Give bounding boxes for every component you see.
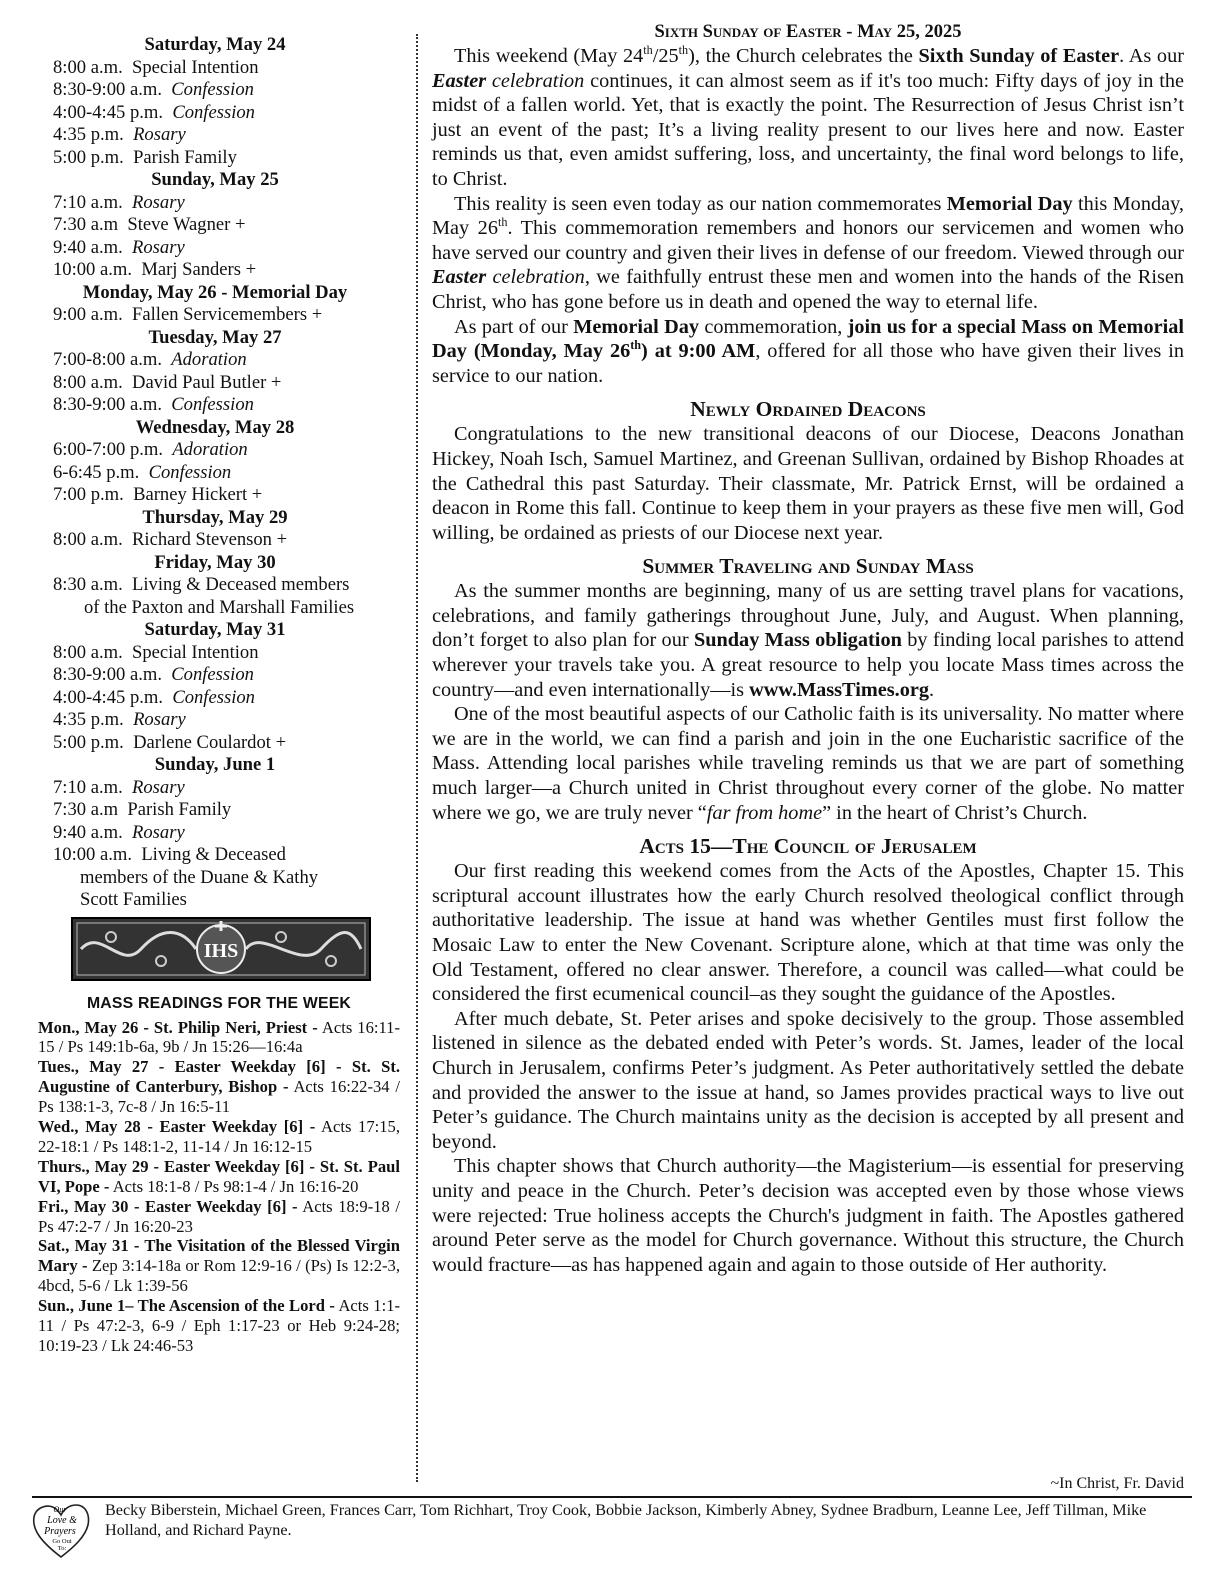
masstimes-link: www.MassTimes.org xyxy=(749,678,929,701)
schedule-list xyxy=(38,34,400,912)
entry-intention: Special Intention xyxy=(132,641,259,663)
entry-time: 8:30-9:00 a.m. xyxy=(53,79,162,100)
schedule-day-heading: Sunday, May 25 xyxy=(151,169,279,190)
schedule-day-heading: Sunday, June 1 xyxy=(154,754,276,775)
mass-readings-title: MASS READINGS FOR THE WEEK xyxy=(86,995,352,1012)
entry-time: 8:00 a.m. xyxy=(53,641,123,663)
schedule-entry-continuation: of the Paxton and Marshall Families xyxy=(84,596,355,618)
reading-day: Wed., May 28 - Easter Weekday [6] - xyxy=(38,1117,316,1137)
entry-intention: Parish Family xyxy=(127,799,232,820)
schedule-entry xyxy=(38,394,400,417)
schedule-entry xyxy=(38,192,400,215)
reading-entry xyxy=(38,1296,400,1356)
entry-intention: Rosary xyxy=(133,124,186,145)
acts-paragraph-1: Our first reading this weekend comes from the Acts of the Apostles, Chapter 15. This scriptural account illustrates how the early Church resolved theological conflict through authoritative leadership. The issue at hand was whether Gentiles must first follow the Mosaic Law to enter the New Covenant. Scripture alone, which at that time was only the Old Testament, offered no clear answer. Therefore, a council was called—what could be considered the first ecumenical council–as they sought the guidance of the Apostles. xyxy=(432,860,1184,1006)
entry-intention: Rosary xyxy=(132,821,185,843)
entry-time: 6-6:45 p.m. xyxy=(53,461,140,483)
schedule-entry xyxy=(38,642,400,665)
svg-text:Love &: Love & xyxy=(47,1515,77,1526)
entry-time: 7:00-8:00 a.m. xyxy=(53,349,162,370)
entry-intention: Special Intention xyxy=(132,56,259,78)
entry-time: 4:35 p.m. xyxy=(53,124,124,145)
entry-intention: Fallen Servicemembers + xyxy=(132,304,323,325)
entry-intention: Marj Sanders + xyxy=(141,259,257,280)
reading-entry xyxy=(38,1018,400,1058)
easter-paragraph-1: This weekend (May 24th/25th), the Church celebrates the Sixth Sunday of Easter. As our Easter celebration continues, it can almost seem as if it's too much: Fifty days of joy in the midst of a fallen world. Yet, that is exactly the point. The Resurrection of Jesus Christ isn’t just an event of the past; It’s a living reality present to our lives here and now. Easter reminds us that, even amidst suffering, loss, and uncertainty, the final word belongs to life, to Christ. xyxy=(432,43,1185,190)
entry-time: 10:00 a.m. xyxy=(53,844,133,865)
entry-intention: Confession xyxy=(171,394,254,415)
reading-refs: Acts 17:15, 22-18:1 / Ps 148:1-2, 11-14 / Jn 16:12-15 xyxy=(38,1117,401,1156)
schedule-day-heading: Thursday, May 29 xyxy=(142,506,288,528)
entry-intention: Rosary xyxy=(133,709,186,730)
entry-intention: Confession xyxy=(172,101,255,123)
entry-time: 8:00 a.m. xyxy=(53,371,123,393)
entry-time: 8:30 a.m. xyxy=(53,574,123,595)
schedule-entry xyxy=(38,664,400,687)
entry-time: 7:10 a.m. xyxy=(53,191,123,213)
deacons-paragraph: Congratulations to the new transitional deacons of our Diocese, Deacons Jonathan Hickey, Noah Isch, Samuel Martinez, and Greenan Sullivan, ordained by Bishop Rhoades at the Cathedral this past Saturday. Their classmate, Mr. Patrick Ernst, will be ordained a deacon in Rome this fall. Continue to keep them in your prayers as these five men will, God willing, be ordained as priests of our Diocese next year. xyxy=(432,423,1184,544)
svg-text:Go Out: Go Out xyxy=(52,1538,72,1545)
svg-text:To:: To: xyxy=(57,1545,67,1552)
entry-time: 5:00 p.m. xyxy=(53,731,124,753)
entry-intention: Adoration xyxy=(172,439,248,460)
signature: ~In Christ, Fr. David xyxy=(1050,1475,1184,1492)
entry-intention: Parish Family xyxy=(133,146,237,168)
entry-intention: Confession xyxy=(171,79,254,100)
entry-intention: Living & Deceased members xyxy=(132,574,350,595)
reading-entry xyxy=(38,1157,400,1197)
schedule-entry xyxy=(38,102,400,125)
ihs-monogram: IHS xyxy=(203,939,239,962)
mass-readings-list xyxy=(38,1018,400,1356)
reading-day: Sat., May 31 - The Visitation of the Blessed Virgin Mary - xyxy=(38,1236,400,1276)
travel-paragraph-1: As the summer months are beginning, many of us are setting travel plans for vacations, celebrations, and family gatherings throughout June, July, and August. When planning, don’t forget to also plan for our Sunday Mass obligation by finding local parishes to attend wherever your travels take you. A great resource to help you locate Mass times across the country—and even internationally—is www.MassTimes.org. xyxy=(432,580,1184,701)
schedule-entry xyxy=(38,147,400,170)
entry-intention: Living & Deceased xyxy=(141,844,286,865)
entry-time: 7:00 p.m. xyxy=(53,484,124,505)
easter-paragraph-2: This reality is seen even today as our nation commemorates Memorial Day this Monday, May 26th. This commemoration remembers and honors our servicemen and women who have served our country and given their lives in defense of our freedom. Viewed through our Easter celebration, we faithfully entrust these men and women into the hands of the Risen Christ, who has gone before us in death and opened the way to eternal life. xyxy=(432,192,1184,313)
entry-intention: Adoration xyxy=(171,349,247,370)
entry-intention: Richard Stevenson + xyxy=(132,529,288,550)
schedule-entry xyxy=(38,709,400,732)
entry-time: 9:40 a.m. xyxy=(53,821,123,843)
schedule-entry xyxy=(38,799,400,822)
reading-refs: Acts 16:11-15 / Ps 149:1b-6a, 9b / Jn 15:26—16:4a xyxy=(38,1017,400,1057)
ihs-ornament-banner xyxy=(71,917,371,981)
entry-time: 5:00 p.m. xyxy=(53,146,124,168)
schedule-entry xyxy=(38,57,400,80)
reading-refs: Zep 3:14-18a or Rom 12:9-16 / (Ps) Is 12:2-3, 4bcd, 5-6 / Lk 1:39-56 xyxy=(38,1256,400,1296)
entry-time: 8:30-9:00 a.m. xyxy=(53,394,162,415)
easter-paragraph-3: As part of our Memorial Day commemoration, join us for a special Mass on Memorial Day (Monday, May 26th) at 9:00 AM, offered for all those who have given their lives in service to our nation. xyxy=(432,315,1185,387)
svg-text:Our: Our xyxy=(53,1505,67,1514)
schedule-entry xyxy=(38,687,400,710)
schedule-entry xyxy=(38,732,400,755)
entry-intention: Rosary xyxy=(132,236,185,258)
entry-intention: Confession xyxy=(148,461,232,483)
schedule-entry xyxy=(38,462,400,485)
easter-heading: Sixth Sunday of Easter - May 25, 2025 xyxy=(654,22,962,42)
schedule-entry-continuation: members of the Duane & Kathy xyxy=(80,866,319,888)
schedule-entry xyxy=(38,237,400,260)
reading-entry xyxy=(38,1236,400,1296)
entry-intention: David Paul Butler + xyxy=(132,371,282,393)
entry-intention: Confession xyxy=(171,664,254,685)
entry-time: 7:10 a.m. xyxy=(53,776,123,798)
schedule-entry xyxy=(38,259,400,282)
footer-rule xyxy=(32,1496,1192,1498)
bulletin-articles xyxy=(432,20,1184,1277)
schedule-entry xyxy=(38,777,400,800)
schedule-day-heading: Friday, May 30 xyxy=(154,551,276,573)
reading-refs: Acts 18:9-18 / Ps 47:2-7 / Jn 16:20-23 xyxy=(38,1196,400,1236)
entry-time: 6:00-7:00 p.m. xyxy=(53,439,164,460)
schedule-entry xyxy=(38,124,400,147)
entry-time: 4:00-4:45 p.m. xyxy=(53,686,164,708)
reading-entry xyxy=(38,1057,400,1117)
mass-schedule xyxy=(38,34,400,1356)
travel-paragraph-2: One of the most beautiful aspects of our Catholic faith is its universality. No matter where we are in the world, we can find a parish and join in the one Eucharistic sacrifice of the Mass. Attending local parishes while traveling reminds us that we are part of something much larger—a Church united in Christ throughout every corner of the globe. No matter where we go, we are truly never “far from home” in the heart of Christ’s Church. xyxy=(432,703,1184,824)
reading-refs: Acts 18:1-8 / Ps 98:1-4 / Jn 16:16-20 xyxy=(112,1176,359,1196)
schedule-entry-continuation: Scott Families xyxy=(80,889,187,910)
schedule-entry xyxy=(38,844,400,867)
entry-time: 8:00 a.m. xyxy=(53,56,123,78)
entry-intention: Steve Wagner + xyxy=(127,214,246,235)
entry-time: 8:30-9:00 a.m. xyxy=(53,664,162,685)
travel-heading: Summer Traveling and Sunday Mass xyxy=(642,554,974,579)
schedule-entry xyxy=(38,529,400,552)
schedule-entry xyxy=(38,304,400,327)
entry-intention: Rosary xyxy=(132,191,185,213)
schedule-entry xyxy=(38,822,400,845)
column-divider xyxy=(416,34,418,1482)
reading-entry xyxy=(38,1117,400,1157)
entry-time: 9:40 a.m. xyxy=(53,236,123,258)
reading-day: Mon., May 26 - St. Philip Neri, Priest - xyxy=(38,1017,318,1037)
schedule-entry xyxy=(38,484,400,507)
schedule-day-heading: Saturday, May 24 xyxy=(144,34,286,55)
acts-heading: Acts 15—The Council of Jerusalem xyxy=(639,834,977,859)
schedule-day-heading: Tuesday, May 27 xyxy=(148,326,282,348)
svg-text:Prayers: Prayers xyxy=(44,1526,76,1537)
reading-day: Tues., May 27 - Easter Weekday [6] - St. St. Augustine of Canterbury, Bishop - xyxy=(38,1057,400,1097)
deacons-heading: Newly Ordained Deacons xyxy=(690,397,926,422)
schedule-day-heading: Saturday, May 31 xyxy=(144,619,286,640)
entry-time: 7:30 a.m xyxy=(53,214,119,235)
acts-paragraph-3: This chapter shows that Church authority—the Magisterium—is essential for preserving unity and peace in the Church. Peter’s decision was accepted even by those whose views were rejected: True holiness accepts the Church's judgment in faith. The Apostles gathered around Peter serve as the model for Church governance. Without this structure, the Church would fracture—as has happened again and again to those outside of Her authority. xyxy=(432,1155,1184,1276)
reading-day: Sun., June 1– The Ascension of the Lord - xyxy=(38,1296,335,1316)
schedule-entry xyxy=(38,372,400,395)
acts-paragraph-2: After much debate, St. Peter arises and spoke decisively to the group. Those assembled listened in silence as the debated ended with Peter’s words. St. James, leader of the local Church in Jerusalem, confirms Peter’s judgment. As Peter authoritatively settled the debate and provided the answer to the issue at hand, so James provides practical ways to live out Peter’s guidance. The Church maintains unity as the decision is accepted by all present and beyond. xyxy=(432,1007,1184,1153)
entry-time: 8:00 a.m. xyxy=(53,529,123,550)
entry-time: 10:00 a.m. xyxy=(53,259,133,280)
entry-time: 4:00-4:45 p.m. xyxy=(53,101,164,123)
schedule-entry xyxy=(38,349,400,372)
reading-refs: Acts 1:1-11 / Ps 47:2-3, 6-9 / Eph 1:17-23 or Heb 9:24-28; 10:19-23 / Lk 24:46-53 xyxy=(38,1296,401,1355)
entry-time: 7:30 a.m xyxy=(53,799,119,820)
reading-entry xyxy=(38,1197,400,1237)
prayer-list: Becky Biberstein, Michael Green, Frances Carr, Tom Richhart, Troy Cook, Bobbie Jackson, Kimberly Abney, Sydnee Bradburn, Leanne Lee, Jeff Tillman, Mike Holland, and Richard Payne. xyxy=(105,1501,1147,1539)
schedule-entry xyxy=(38,79,400,102)
prayer-heart-logo xyxy=(30,1499,92,1561)
reading-refs: Acts 16:22-34 / Ps 138:1-3, 7c-8 / Jn 16:5-11 xyxy=(38,1077,401,1117)
entry-intention: Barney Hickert + xyxy=(133,484,263,505)
entry-time: 9:00 a.m. xyxy=(53,304,123,325)
schedule-day-heading: Wednesday, May 28 xyxy=(135,416,295,438)
schedule-day-heading: Monday, May 26 - Memorial Day xyxy=(82,281,348,303)
entry-intention: Confession xyxy=(172,686,255,708)
schedule-entry xyxy=(38,439,400,462)
reading-day: Thurs., May 29 - Easter Weekday [6] - St. St. Paul VI, Pope - xyxy=(38,1156,400,1196)
entry-intention: Darlene Coulardot + xyxy=(133,731,287,753)
schedule-entry xyxy=(38,214,400,237)
entry-intention: Rosary xyxy=(132,776,185,798)
entry-time: 4:35 p.m. xyxy=(53,709,124,730)
reading-day: Fri., May 30 - Easter Weekday [6] - xyxy=(38,1196,298,1216)
schedule-entry xyxy=(38,574,400,597)
